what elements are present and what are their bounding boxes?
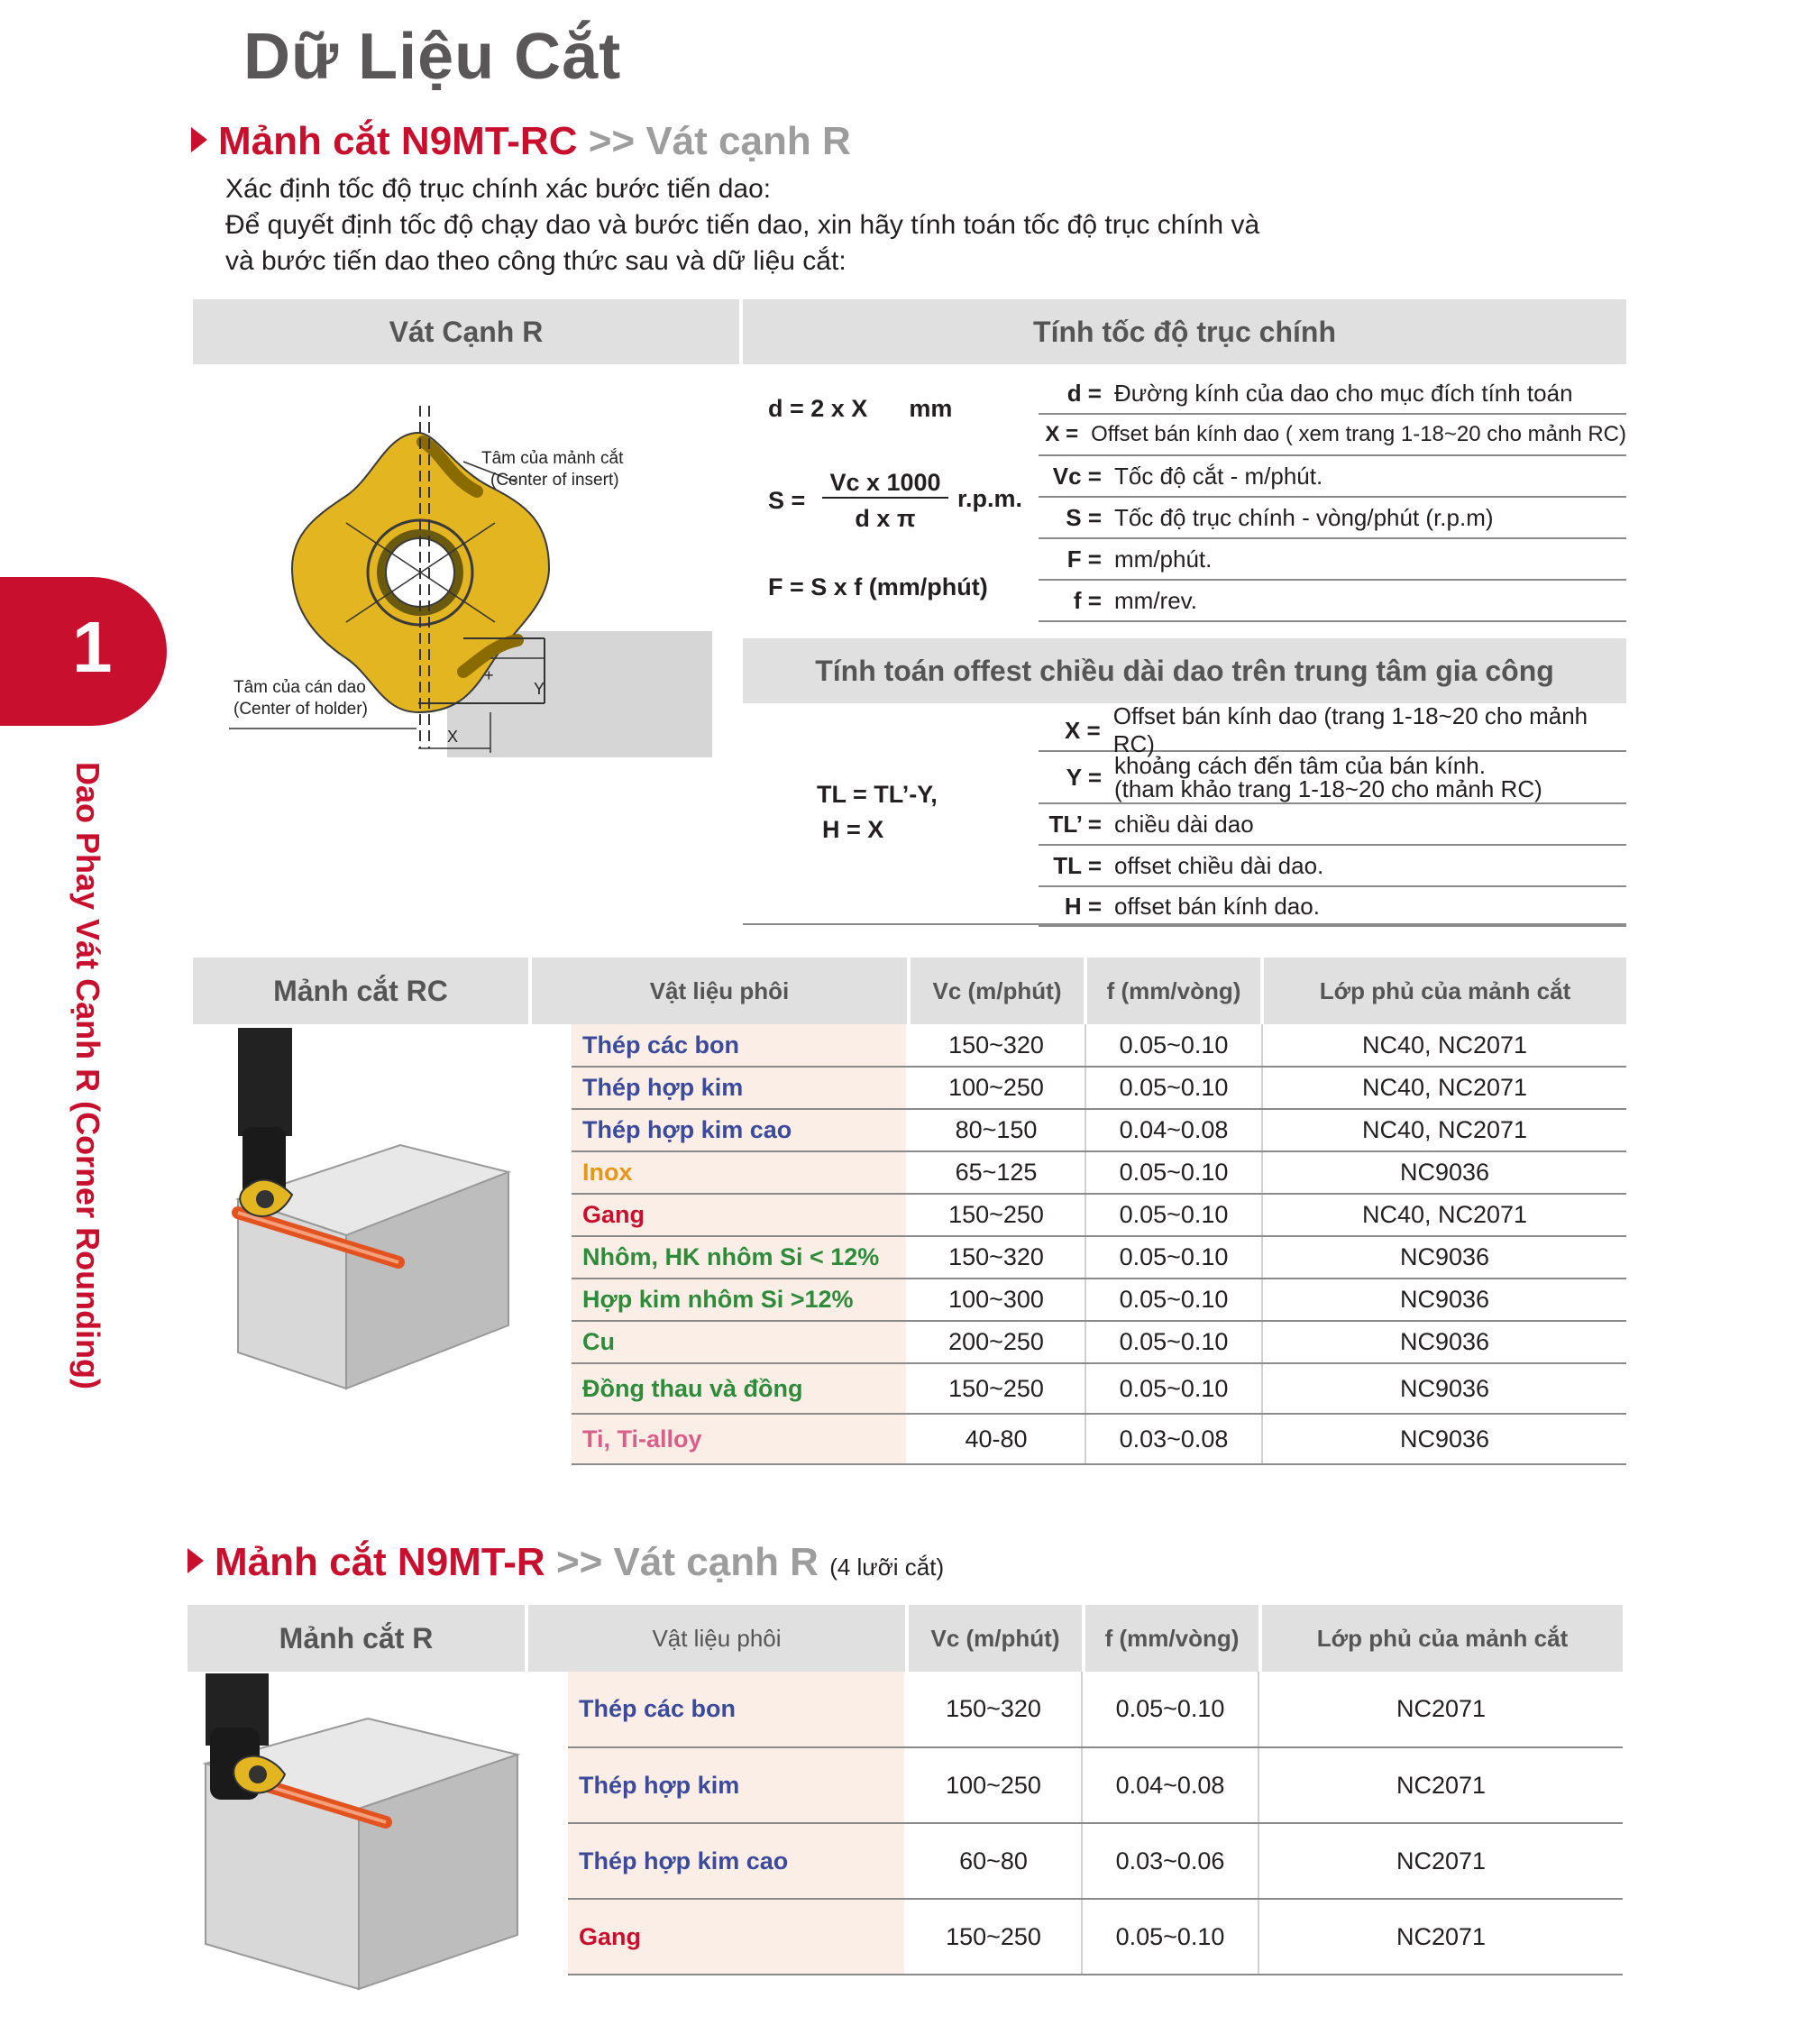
vc-cell: 40-80 — [907, 1414, 1085, 1464]
table2-col-f: f (mm/vòng) — [1085, 1605, 1258, 1672]
section2-title: Mảnh cắt N9MT-R — [215, 1540, 545, 1584]
vc-cell: 100~250 — [905, 1747, 1082, 1823]
f-cell: 0.04~0.08 — [1085, 1109, 1262, 1151]
f-cell: 0.05~0.10 — [1085, 1194, 1262, 1236]
rc-milling-illustration — [193, 1028, 528, 1407]
table1-col-material: Vật liệu phôi — [532, 958, 907, 1024]
formula-f: F = S x f (mm/phút) — [768, 573, 988, 600]
vc-cell: 150~320 — [905, 1672, 1082, 1747]
f-cell: 0.03~0.06 — [1082, 1823, 1258, 1899]
coating-cell: NC2071 — [1258, 1747, 1623, 1823]
legend-row-F: F = mm/phút. — [1039, 539, 1626, 581]
page-title: Dữ Liệu Cắt — [243, 21, 622, 93]
table1-row — [572, 1414, 1626, 1464]
f-cell: 0.05~0.10 — [1085, 1151, 1262, 1194]
r-milling-illustration — [188, 1673, 525, 1998]
vc-cell: 80~150 — [907, 1109, 1085, 1151]
coating-cell: NC2071 — [1258, 1899, 1623, 1975]
y-label: Y — [534, 680, 545, 698]
legend-row-d: d = Đường kính của dao cho mục đích tính toán — [1039, 373, 1626, 415]
offset-legend-tlp: TL’ = chiều dài dao — [1039, 804, 1626, 846]
coating-cell: NC9036 — [1262, 1279, 1626, 1321]
material-cell: Thép các bon — [572, 1024, 907, 1067]
f-cell: 0.03~0.08 — [1085, 1414, 1262, 1464]
coating-cell: NC2071 — [1258, 1672, 1623, 1747]
table2-row — [568, 1899, 1623, 1975]
f-cell: 0.05~0.10 — [1082, 1672, 1258, 1747]
table2-col-coat: Lớp phủ của mảnh cắt — [1262, 1605, 1623, 1672]
coating-cell: NC40, NC2071 — [1262, 1067, 1626, 1109]
section-arrow-icon — [188, 1548, 204, 1573]
f-cell: 0.04~0.08 — [1082, 1747, 1258, 1823]
section2-subtitle: >> Vát cạnh R — [555, 1540, 819, 1584]
offset-legend-x: X = Offset bán kính dao (trang 1-18~20 cho mảnh RC) — [1039, 710, 1626, 752]
coating-cell: NC9036 — [1262, 1236, 1626, 1279]
material-cell: Ti, Ti-alloy — [572, 1414, 907, 1464]
material-cell: Gang — [568, 1899, 905, 1975]
table1-row — [572, 1279, 1626, 1321]
vc-cell: 200~250 — [907, 1321, 1085, 1363]
chapter-vertical-label: Dao Phay Vát Cạnh R (Corner Rounding) — [69, 762, 106, 1390]
f-cell: 0.05~0.10 — [1082, 1899, 1258, 1975]
offset-legend-y: Y = khoảng cách đến tâm của bán kính. (tham khảo trang 1-18~20 cho mảnh RC) — [1039, 752, 1626, 804]
formula-s-unit: r.p.m. — [957, 485, 1023, 512]
legend-row-vc: Vc = Tốc độ cắt - m/phút. — [1039, 456, 1626, 498]
f-cell: 0.05~0.10 — [1085, 1024, 1262, 1067]
intro-line: Để quyết định tốc độ chạy dao và bước tiến dao, xin hãy tính toán tốc độ trục chính và — [225, 210, 1260, 240]
formula-s-numerator: Vc x 1000 — [822, 469, 948, 499]
center-holder-label-en: (Center of holder) — [233, 700, 368, 719]
x-label: X — [447, 728, 459, 746]
coating-cell: NC9036 — [1262, 1151, 1626, 1194]
section2-heading — [188, 1540, 944, 1585]
offset-formula-tl: TL = TL’-Y, — [817, 781, 938, 808]
f-cell: 0.05~0.10 — [1085, 1279, 1262, 1321]
vc-cell: 150~320 — [907, 1236, 1085, 1279]
table2 — [568, 1672, 1623, 1975]
table1-row — [572, 1321, 1626, 1363]
coating-cell: NC40, NC2071 — [1262, 1024, 1626, 1067]
coating-cell: NC40, NC2071 — [1262, 1109, 1626, 1151]
legend-row-f: f = mm/rev. — [1039, 581, 1626, 622]
material-cell: Đồng thau và đồng — [572, 1363, 907, 1414]
section1-title: Mảnh cắt N9MT-RC — [218, 119, 578, 163]
section2-note: (4 lưỡi cắt) — [829, 1554, 945, 1581]
table2-col-vc: Vc (m/phút) — [909, 1605, 1082, 1672]
table1-row — [572, 1067, 1626, 1109]
intro-line: Xác định tốc độ trục chính xác bước tiến dao: — [225, 174, 772, 204]
table1-row — [572, 1024, 1626, 1067]
material-cell: Thép hợp kim — [568, 1747, 905, 1823]
vc-cell: 150~250 — [907, 1363, 1085, 1414]
f-cell: 0.05~0.10 — [1085, 1067, 1262, 1109]
material-cell: Thép hợp kim cao — [572, 1109, 907, 1151]
material-cell: Cu — [572, 1321, 907, 1363]
vc-cell: 150~250 — [907, 1194, 1085, 1236]
offset-legend-h: H = offset bán kính dao. — [1039, 887, 1626, 927]
coating-cell: NC40, NC2071 — [1262, 1194, 1626, 1236]
coating-cell: NC2071 — [1258, 1823, 1623, 1899]
material-cell: Inox — [572, 1151, 907, 1194]
material-cell: Thép hợp kim — [572, 1067, 907, 1109]
material-cell: Thép các bon — [568, 1672, 905, 1747]
offset-formula-h: H = X — [822, 816, 884, 843]
vc-cell: 150~250 — [905, 1899, 1082, 1975]
vc-cell: 60~80 — [905, 1823, 1082, 1899]
center-holder-label: Tâm của cán dao — [233, 678, 366, 697]
plus-label: + — [484, 666, 494, 684]
legend-row-s: S = Tốc độ trục chính - vòng/phút (r.p.m) — [1039, 498, 1626, 539]
coating-cell: NC9036 — [1262, 1414, 1626, 1464]
intro-line: và bước tiến dao theo công thức sau và dữ liệu cắt: — [225, 246, 847, 276]
material-cell: Hợp kim nhôm Si >12% — [572, 1279, 907, 1321]
table1 — [572, 1024, 1626, 1465]
table2-row — [568, 1672, 1623, 1747]
table1-row — [572, 1194, 1626, 1236]
f-cell: 0.05~0.10 — [1085, 1236, 1262, 1279]
coating-cell: NC9036 — [1262, 1363, 1626, 1414]
table1-title: Mảnh cắt RC — [193, 958, 528, 1024]
table1-row — [572, 1363, 1626, 1414]
table1-col-f: f (mm/vòng) — [1087, 958, 1260, 1024]
table1-row — [572, 1236, 1626, 1279]
table2-row — [568, 1823, 1623, 1899]
chapter-number: 1 — [72, 607, 113, 687]
table2-row — [568, 1747, 1623, 1823]
material-cell: Gang — [572, 1194, 907, 1236]
offset-legend-tl: TL = offset chiều dài dao. — [1039, 846, 1626, 887]
table1-col-vc: Vc (m/phút) — [911, 958, 1084, 1024]
formula-s-denominator: d x π — [855, 505, 916, 532]
offset-header: Tính toán offest chiều dài dao trên trung tâm gia công — [743, 638, 1626, 703]
section-arrow-icon — [191, 127, 207, 152]
vc-cell: 150~320 — [907, 1024, 1085, 1067]
insert-diagram — [193, 370, 739, 775]
formula-s-prefix: S = — [768, 487, 806, 514]
vc-cell: 100~300 — [907, 1279, 1085, 1321]
f-cell: 0.05~0.10 — [1085, 1321, 1262, 1363]
vc-cell: 65~125 — [907, 1151, 1085, 1194]
coating-cell: NC9036 — [1262, 1321, 1626, 1363]
table2-col-material: Vật liệu phôi — [528, 1605, 905, 1672]
vc-cell: 100~250 — [907, 1067, 1085, 1109]
table1-row — [572, 1151, 1626, 1194]
table2-title: Mảnh cắt R — [188, 1605, 525, 1672]
center-insert-label: Tâm của mảnh cắt — [481, 449, 624, 468]
material-cell: Nhôm, HK nhôm Si < 12% — [572, 1236, 907, 1279]
f-cell: 0.05~0.10 — [1085, 1363, 1262, 1414]
table1-col-coat: Lớp phủ của mảnh cắt — [1264, 958, 1626, 1024]
legend-row-x: X = Offset bán kính dao ( xem trang 1-18~20 cho mảnh RC) — [1039, 415, 1626, 456]
section1-heading — [191, 119, 851, 164]
spindle-header: Tính tốc độ trục chính — [743, 299, 1626, 364]
formula-d: d = 2 x X mm — [768, 395, 953, 422]
material-cell: Thép hợp kim cao — [568, 1823, 905, 1899]
section1-subtitle: >> Vát cạnh R — [588, 119, 851, 163]
table1-row — [572, 1109, 1626, 1151]
section1-intro — [225, 171, 1259, 280]
diagram-header: Vát Cạnh R — [193, 299, 739, 364]
center-insert-label-en: (Center of insert) — [490, 471, 619, 490]
